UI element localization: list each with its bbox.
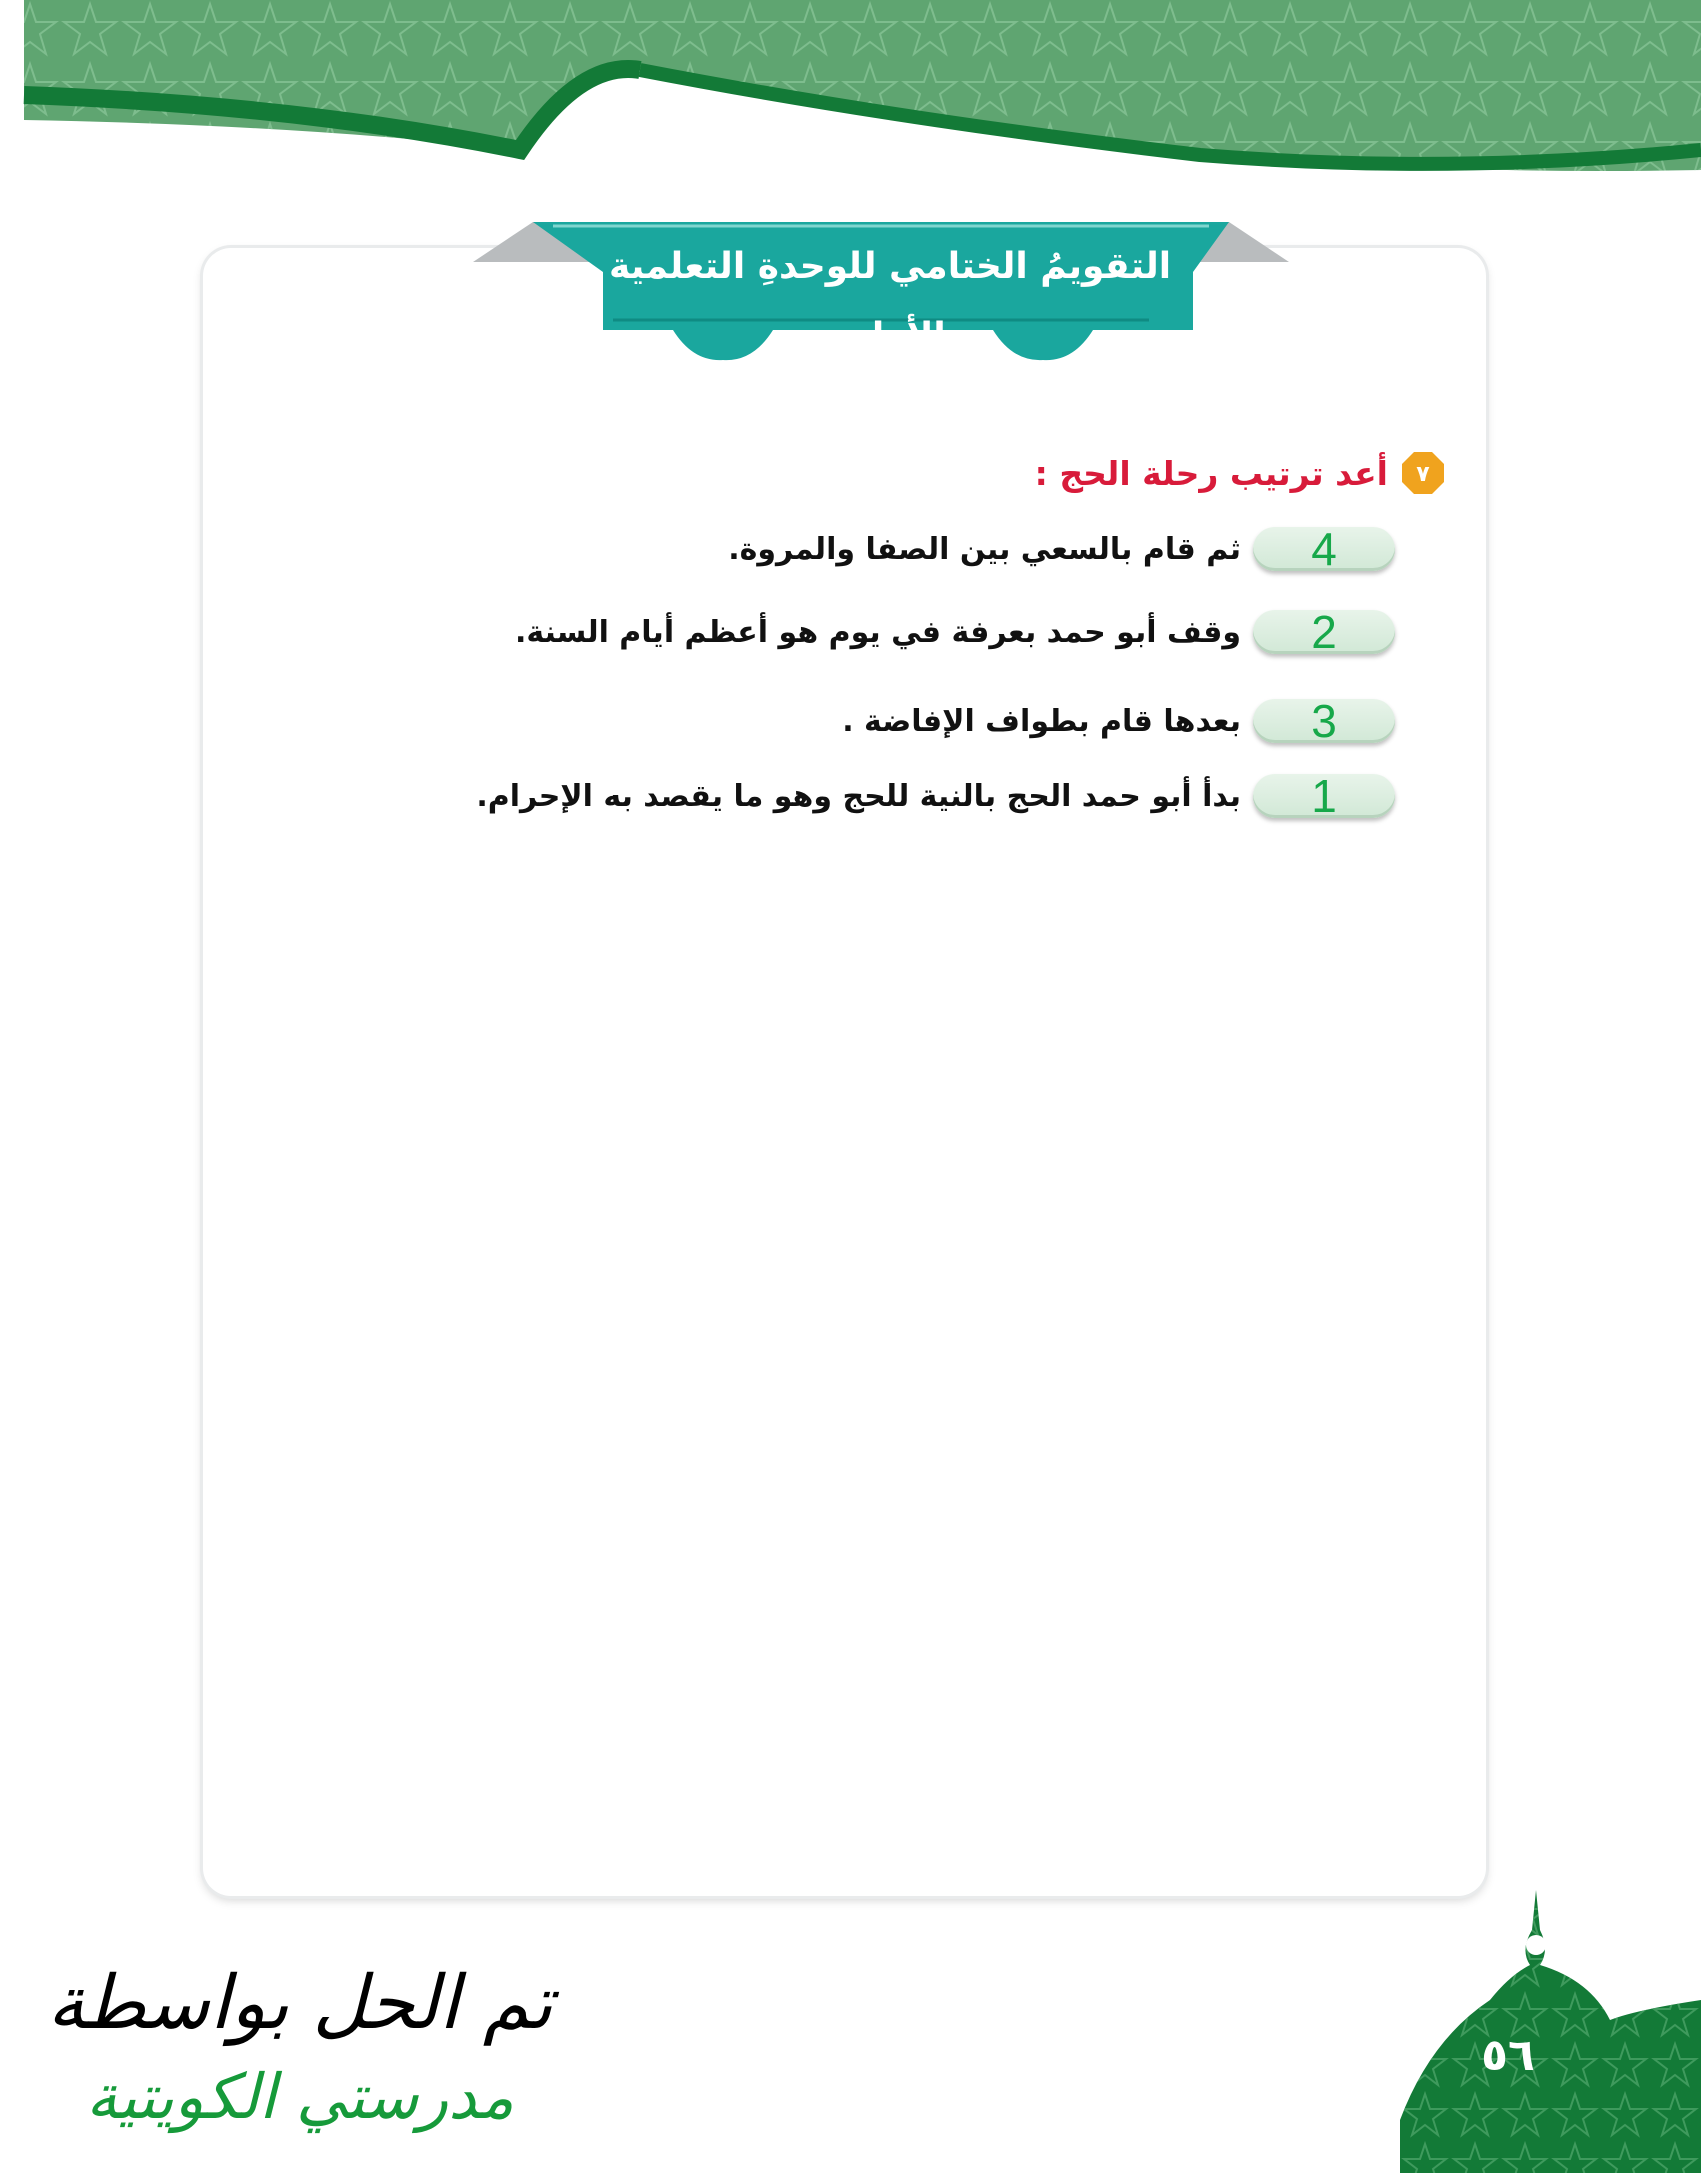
question-label: أعد ترتيب رحلة الحج : (1034, 453, 1388, 493)
answer-box[interactable]: 1 (1253, 774, 1395, 818)
answer-box[interactable]: 2 (1253, 610, 1395, 654)
page-title: التقويمُ الختامي للوحدةِ التعلمية الأولى (608, 246, 1172, 357)
question-heading (1035, 448, 1446, 498)
item-text: وقف أبو حمد بعرفة في يوم هو أعظم أيام السنة. (514, 614, 1241, 650)
order-item (728, 520, 1395, 578)
signature (30, 1960, 570, 2160)
order-item (842, 692, 1395, 750)
item-text: ثم قام بالسعي بين الصفا والمروة. (728, 531, 1241, 567)
top-decorative-banner (0, 0, 1701, 200)
item-text: بدأ أبو حمد الحج بالنية للحج وهو ما يقصد به الإحرام. (476, 778, 1241, 814)
item-text: بعدها قام بطواف الإفاضة . (842, 703, 1241, 739)
question-number: ٧ (1416, 462, 1430, 487)
order-item (515, 603, 1395, 661)
signature-line-2: مدرستي الكويتية (85, 2060, 515, 2133)
answer-box[interactable]: 3 (1253, 699, 1395, 743)
page-number: ٥٦ (1481, 2030, 1535, 2081)
question-number-badge (1400, 450, 1446, 496)
order-item (476, 767, 1395, 825)
octagon-badge-icon (1400, 450, 1446, 496)
answer-box[interactable]: 4 (1253, 527, 1395, 571)
signature-line-1: تم الحل بواسطة (47, 1960, 553, 2046)
